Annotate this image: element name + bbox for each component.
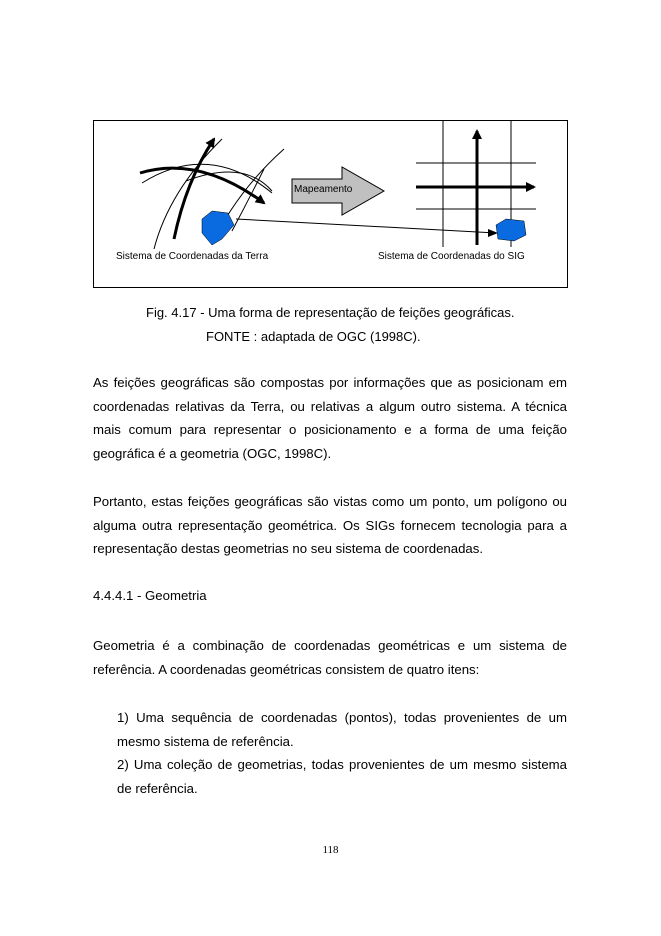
mapping-label: Mapeamento: [294, 184, 353, 195]
mapping-figure: [93, 120, 568, 288]
list-item-1: 1) Uma sequência de coordenadas (pontos), todas provenientes de um mesmo sistema de referência.: [117, 710, 567, 749]
mapping-diagram: [94, 121, 567, 287]
earth-system-caption: Sistema de Coordenadas da Terra: [116, 251, 269, 262]
figure-source: FONTE : adaptada de OGC (1998C).: [206, 329, 421, 344]
figure-caption: Fig. 4.17 - Uma forma de representação de feições geográficas.: [146, 305, 515, 320]
gis-system-caption: Sistema de Coordenadas do SIG: [378, 251, 525, 262]
mapping-connector-line: [236, 219, 496, 233]
list-item-2: 2) Uma coleção de geometrias, todas provenientes de um mesmo sistema de referência.: [117, 757, 567, 796]
earth-axis-horizontal: [140, 168, 264, 203]
section-heading: 4.4.4.1 - Geometria: [93, 588, 207, 603]
page-number: 118: [322, 844, 339, 856]
paragraph-1: As feições geográficas são compostas por informações que as posicionam em coordenadas relativas da Terra, ou relativas a algum outro sistema. A técnica mais comum para representar o posicionamento e a forma de uma feição geográfica é a geometria (OGC, 1998C).: [93, 375, 567, 461]
earth-feature-shape: [202, 211, 234, 245]
gis-feature-shape: [496, 219, 526, 241]
paragraph-2: Portanto, estas feições geográficas são vistas como um ponto, um polígono ou alguma outra representação geométrica. Os SIGs fornecem tecnologia para a representação destas geometrias no seu sistema de coordenadas.: [93, 494, 567, 556]
geometry-paragraph: Geometria é a combinação de coordenadas geométricas e um sistema de referência. A coordenadas geométricas consistem de quatro itens:: [93, 638, 567, 677]
